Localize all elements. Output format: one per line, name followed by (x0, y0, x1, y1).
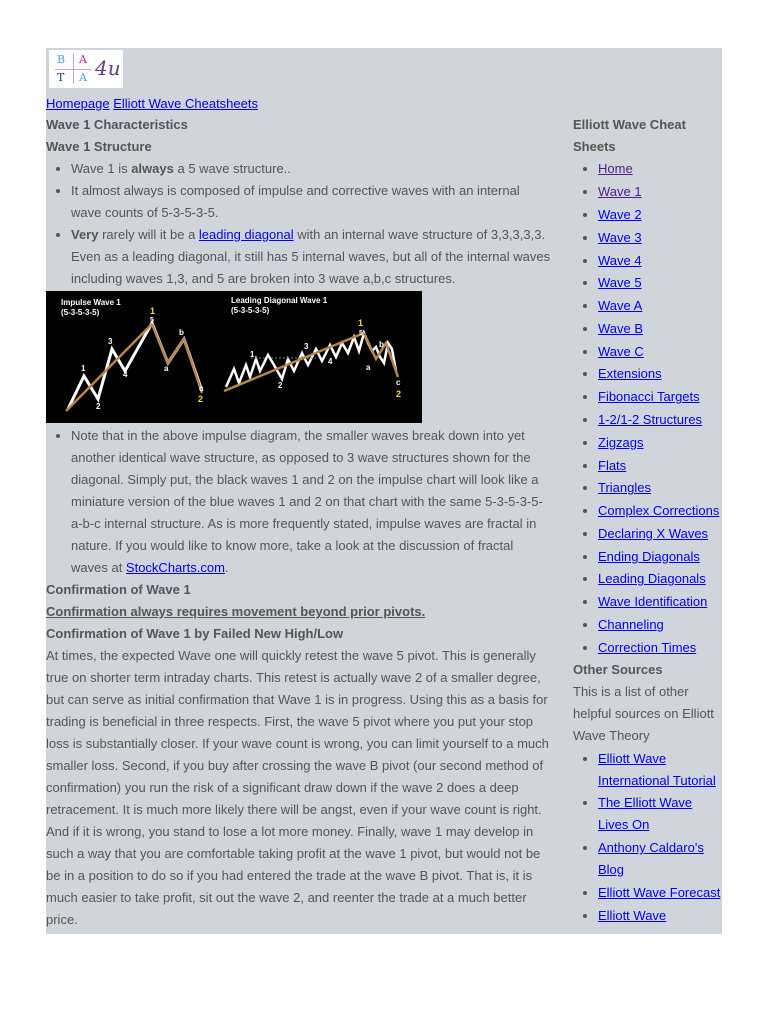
list-item: • It almost always is composed of impulse and corrective waves with an internal wave counts of 5-3-5-3-5. (71, 180, 551, 224)
diagonal-label-b: b (379, 340, 384, 349)
sidebar-item-correction-times (598, 636, 723, 659)
confirmation-rule: Confirmation always requires movement beyond prior pivots. (46, 604, 426, 619)
other-source-link[interactable]: Elliott Wave Forecast (598, 884, 721, 900)
diagonal-label-a: a (366, 363, 371, 372)
logo-letter-b: B (57, 53, 66, 66)
diagonal-label-c: c (396, 378, 401, 387)
heading-characteristics: Wave 1 Characteristics (46, 117, 188, 132)
other-source-item (598, 882, 723, 905)
sidebar-link-structures[interactable]: 1-2/1-2 Structures (598, 411, 703, 427)
sidebar-link-wave-c[interactable]: Wave C (598, 343, 644, 359)
other-sources-list (573, 747, 723, 927)
sidebar-item-flats (598, 454, 723, 477)
sidebar-item-channeling (598, 614, 723, 637)
diagonal-label-1-yellow: 1 (358, 318, 364, 328)
logo-letter-a1: A (79, 53, 87, 66)
sidebar-link-wave-3[interactable]: Wave 3 (598, 229, 642, 245)
sidebar-item-structures (598, 409, 723, 432)
main-article (46, 114, 551, 931)
sidebar-title: Elliott Wave Cheat Sheets (573, 117, 686, 154)
sidebar-item-triangles (598, 477, 723, 500)
list-item: • Note that in the above impulse diagram, the smaller waves break down into yet another identical wave structure, as opposed to 3 wave structures shown for the diagonal. Simply put, the black waves 1 and 2 on the impulse chart will look like a miniature version of the blue waves 1 and 2 on that chart with the same 5-3-5-3-5-a-b-c internal structure. As is more frequently stated, impulse waves are fractal in nature. If you would like to know more, take a look at the discussion of fractal waves at StockCharts.com. (71, 425, 551, 579)
sidebar-item-wave-1 (598, 181, 723, 204)
sidebar-link-wave-2[interactable]: Wave 2 (598, 206, 642, 222)
sidebar (573, 114, 723, 927)
site-logo[interactable] (49, 50, 123, 88)
other-sources-title: Other Sources (573, 662, 663, 678)
impulse-subtitle: (5-3-5-3-5) (61, 308, 100, 317)
diagonal-label-2-yellow: 2 (396, 389, 402, 399)
diagonal-label-1: 1 (250, 350, 255, 359)
diagonal-label-5: 5 (359, 330, 363, 337)
page-content (46, 48, 722, 934)
sidebar-link-flats[interactable]: Flats (598, 457, 627, 473)
other-source-item (598, 792, 723, 837)
notes-list (46, 425, 551, 579)
impulse-label-1: 1 (81, 364, 86, 373)
impulse-title: Impulse Wave 1 (61, 298, 121, 307)
impulse-label-1-yellow: 1 (150, 306, 156, 316)
leading-diagonal-link[interactable]: leading diagonal (198, 227, 294, 242)
sidebar-item-wave-2 (598, 204, 723, 227)
sidebar-link-ending[interactable]: Ending Diagonals (598, 548, 700, 564)
other-source-link[interactable]: The Elliott Wave Lives On (598, 795, 693, 833)
sidebar-item-leading (598, 568, 723, 591)
sidebar-link-wave-1[interactable]: Wave 1 (598, 184, 642, 200)
sidebar-link-channeling[interactable]: Channeling (598, 617, 664, 633)
stockcharts-link[interactable]: StockCharts.com (125, 560, 225, 575)
diagonal-title: Leading Diagonal Wave 1 (231, 296, 328, 305)
sidebar-link-wave-a[interactable]: Wave A (598, 298, 643, 314)
impulse-label-3: 3 (108, 337, 113, 346)
sidebar-link-x-waves[interactable]: Declaring X Waves (598, 525, 709, 541)
other-source-link[interactable]: Elliott Wave (598, 907, 667, 923)
sidebar-link-wave-b[interactable]: Wave B (598, 320, 644, 336)
list-item: • Very rarely will it be a leading diagonal with an internal wave structure of 3,3,3,3,3. Even as a leading diagonal, it still has 5 internal waves, but all of the internal waves including waves 1,3, and 5 are broken into 3 wave a,b,c structures. (71, 224, 551, 290)
sidebar-item-wave-3 (598, 226, 723, 249)
list-item: • Wave 1 is always a 5 wave structure.. (71, 158, 551, 180)
sidebar-item-ending (598, 545, 723, 568)
other-source-link[interactable]: Elliott Wave International Tutorial (598, 750, 716, 788)
sidebar-item-wave-b (598, 317, 723, 340)
sidebar-item-complex (598, 500, 723, 523)
other-source-item (598, 747, 723, 792)
sidebar-link-extensions[interactable]: Extensions (598, 366, 662, 382)
other-source-item (598, 904, 723, 927)
impulse-label-b: b (179, 328, 184, 337)
homepage-link[interactable]: Homepage (46, 96, 110, 111)
sidebar-item-wave-a (598, 295, 723, 318)
sidebar-item-wave-c (598, 340, 723, 363)
wave-diagram (46, 291, 422, 423)
other-sources-text: This is a list of other helpful sources on Elliott Wave Theory (573, 684, 714, 744)
sidebar-link-identification[interactable]: Wave Identification (598, 594, 708, 610)
diagonal-label-4: 4 (328, 357, 333, 366)
body-paragraph: At times, the expected Wave one will quickly retest the wave 5 pivot. This is generally true on shorter term intraday charts. This retest is actually wave 2 of a smaller degree, but can serve as initial confirmation that Wave 1 is in progress. Using this as a basis for trading is beneficial in three respects. First, the wave 5 pivot where you put your stop loss is substantially closer. If your wave count is wrong, you can limit yourself to a much smaller loss. Second, if you buy after crossing the wave B pivot (our second method of confirmation) you run the risk of a significant draw down if the wave 2 does a deep retracement. It is much more likely there will be angst, even if your wave count is right. And if it is wrong, you stand to lose a lot more money. Finally, wave 1 may develop in such a way that you are comfortable taking profit at the wave 1 pivot, but would not be be in a position to do so if you had entered the trade at the wave B pivot. That is, it is much easier to take profit, sit out the wave 2, and reenter the trade at a much better price. (46, 648, 549, 927)
sidebar-item-home (598, 158, 723, 181)
sidebar-link-correction-times[interactable]: Correction Times (598, 639, 697, 655)
sidebar-link-fibonacci[interactable]: Fibonacci Targets (598, 389, 700, 405)
impulse-label-2-yellow: 2 (198, 394, 204, 404)
sidebar-item-identification (598, 591, 723, 614)
diagonal-label-3: 3 (304, 342, 309, 351)
impulse-label-c: c (199, 384, 204, 393)
logo-suffix: 4u (95, 56, 121, 80)
heading-structure: Wave 1 Structure (46, 139, 152, 154)
cheatsheets-link[interactable]: Elliott Wave Cheatsheets (113, 96, 258, 111)
sidebar-item-wave-5 (598, 272, 723, 295)
impulse-label-4: 4 (123, 370, 128, 379)
sidebar-link-zigzags[interactable]: Zigzags (598, 434, 644, 450)
sidebar-link-home[interactable]: Home (598, 161, 633, 177)
impulse-label-2: 2 (96, 402, 101, 411)
sidebar-item-wave-4 (598, 249, 723, 272)
sidebar-link-leading[interactable]: Leading Diagonals (598, 571, 706, 587)
heading-failed-high-low: Confirmation of Wave 1 by Failed New High/Low (46, 626, 344, 641)
impulse-label-5: 5 (150, 317, 154, 324)
other-source-item (598, 837, 723, 882)
sidebar-link-complex[interactable]: Complex Corrections (598, 503, 720, 519)
sidebar-link-triangles[interactable]: Triangles (598, 480, 651, 496)
logo-letter-t: T (57, 71, 65, 84)
structure-list (46, 158, 551, 290)
sidebar-item-fibonacci (598, 386, 723, 409)
sidebar-link-wave-5[interactable]: Wave 5 (598, 275, 642, 291)
top-nav (46, 96, 258, 111)
heading-confirmation: Confirmation of Wave 1 (46, 582, 191, 597)
other-source-link[interactable]: Anthony Caldaro's Blog (598, 840, 704, 878)
sidebar-list (573, 158, 723, 659)
impulse-label-a: a (164, 364, 169, 373)
diagonal-subtitle: (5-3-5-3-5) (231, 306, 270, 315)
sidebar-item-zigzags (598, 431, 723, 454)
diagonal-label-2: 2 (278, 381, 283, 390)
sidebar-item-extensions (598, 363, 723, 386)
logo-letter-a2: A (79, 71, 87, 84)
sidebar-link-wave-4[interactable]: Wave 4 (598, 252, 642, 268)
sidebar-item-x-waves (598, 523, 723, 546)
